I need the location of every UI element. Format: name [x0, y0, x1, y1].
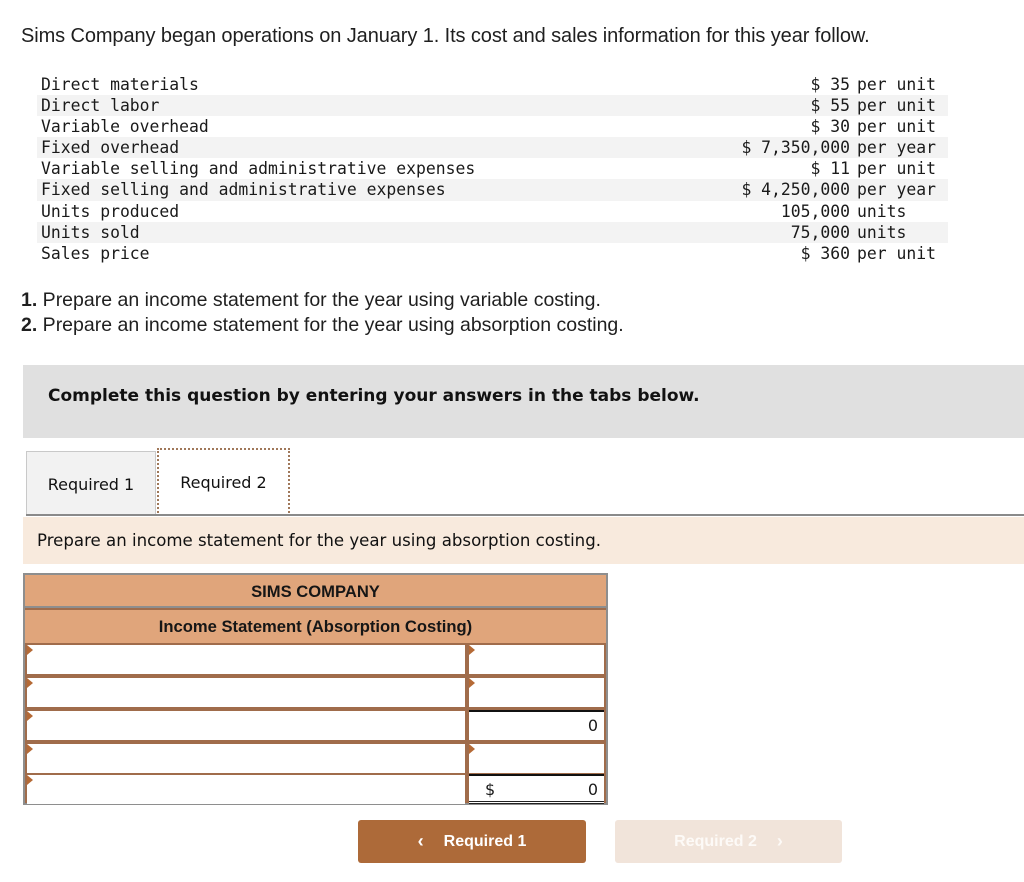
fact-unit: units [857, 222, 907, 242]
requirement-item [21, 288, 624, 313]
amount-input[interactable] [469, 678, 604, 707]
table-row [25, 709, 606, 742]
fact-value: $ 30 [810, 117, 850, 137]
line-item-dropdown[interactable] [27, 744, 465, 773]
next-required-button [615, 820, 842, 863]
requirements-list [21, 288, 624, 338]
chevron-left-icon: ‹ [417, 831, 424, 851]
fact-unit: per year [857, 138, 936, 158]
fact-row [37, 243, 948, 264]
fact-row [37, 179, 948, 200]
fact-label: Direct materials [41, 75, 199, 94]
subtotal-value: 0 [469, 710, 604, 740]
fact-label: Fixed selling and administrative expenses [41, 180, 446, 200]
fact-row [37, 95, 948, 116]
amount-input[interactable] [469, 744, 604, 773]
next-button-label: Required 2 [674, 832, 757, 850]
tab-divider [26, 514, 1024, 516]
fact-unit: per unit [857, 159, 936, 179]
instructions-banner [23, 365, 1024, 438]
fact-label: Direct labor [41, 96, 160, 116]
dropdown-indicator-icon [469, 678, 475, 688]
fact-label: Fixed overhead [41, 138, 180, 158]
dropdown-indicator-icon [27, 775, 33, 785]
fact-unit: per unit [857, 96, 936, 116]
problem-intro: Sims Company began operations on January 1. Its cost and sales information for this year follow. [21, 25, 870, 47]
prev-required-button[interactable] [358, 820, 586, 863]
fact-row [37, 201, 948, 222]
fact-label: Sales price [41, 243, 150, 263]
fact-row [37, 74, 948, 95]
fact-label: Units sold [41, 222, 140, 242]
fact-label: Variable selling and administrative expenses [41, 159, 476, 179]
tab-instruction-panel [23, 517, 1024, 564]
fact-value: 105,000 [780, 201, 850, 221]
table-row [25, 773, 606, 806]
requirement-text: Prepare an income statement for the year using variable costing. [37, 289, 601, 311]
dropdown-indicator-icon [27, 744, 33, 754]
banner-text: Complete this question by entering your answers in the tabs below. [48, 386, 700, 406]
fact-value: $ 35 [810, 75, 850, 94]
fact-unit: per unit [857, 75, 936, 94]
table-row [25, 676, 606, 709]
table-row [25, 742, 606, 775]
fact-row [37, 158, 948, 179]
fact-unit: per year [857, 180, 936, 200]
dropdown-indicator-icon [27, 678, 33, 688]
amount-input[interactable] [469, 645, 604, 674]
dropdown-indicator-icon [469, 645, 475, 655]
statement-title: Income Statement (Absorption Costing) [25, 610, 606, 643]
prev-button-label: Required 1 [443, 832, 527, 850]
cost-data-table [37, 74, 948, 264]
requirement-text: Prepare an income statement for the year using absorption costing. [37, 314, 624, 336]
line-item-dropdown[interactable] [27, 678, 465, 707]
requirement-item [21, 313, 624, 338]
total-value: $ 0 [469, 774, 604, 804]
fact-row [37, 116, 948, 137]
fact-unit: per unit [857, 243, 936, 263]
line-item-dropdown[interactable] [27, 775, 465, 804]
fact-label: Units produced [41, 201, 180, 221]
income-statement-form [23, 573, 608, 805]
tab-instruction: Prepare an income statement for the year using absorption costing. [37, 531, 602, 550]
fact-value: $ 55 [810, 96, 850, 116]
tab-required-1[interactable]: Required 1 [26, 451, 156, 516]
requirement-number: 2. [21, 314, 38, 336]
fact-value: $ 4,250,000 [741, 180, 850, 200]
table-row [25, 643, 606, 676]
fact-row [37, 137, 948, 158]
fact-unit: units [857, 201, 907, 221]
chevron-right-icon: › [776, 831, 783, 851]
statement-company-name: SIMS COMPANY [25, 575, 606, 608]
fact-value: $ 360 [800, 243, 850, 263]
fact-value: 75,000 [790, 222, 850, 242]
dropdown-indicator-icon [469, 744, 475, 754]
fact-row [37, 222, 948, 243]
requirement-number: 1. [21, 289, 38, 311]
line-item-dropdown[interactable] [27, 645, 465, 674]
fact-value: $ 11 [810, 159, 850, 179]
fact-unit: per unit [857, 117, 936, 137]
fact-label: Variable overhead [41, 117, 209, 137]
dropdown-indicator-icon [27, 645, 33, 655]
fact-value: $ 7,350,000 [741, 138, 850, 158]
line-item-dropdown[interactable] [27, 711, 465, 740]
tab-required-2[interactable]: Required 2 [157, 448, 290, 516]
dropdown-indicator-icon [27, 711, 33, 721]
